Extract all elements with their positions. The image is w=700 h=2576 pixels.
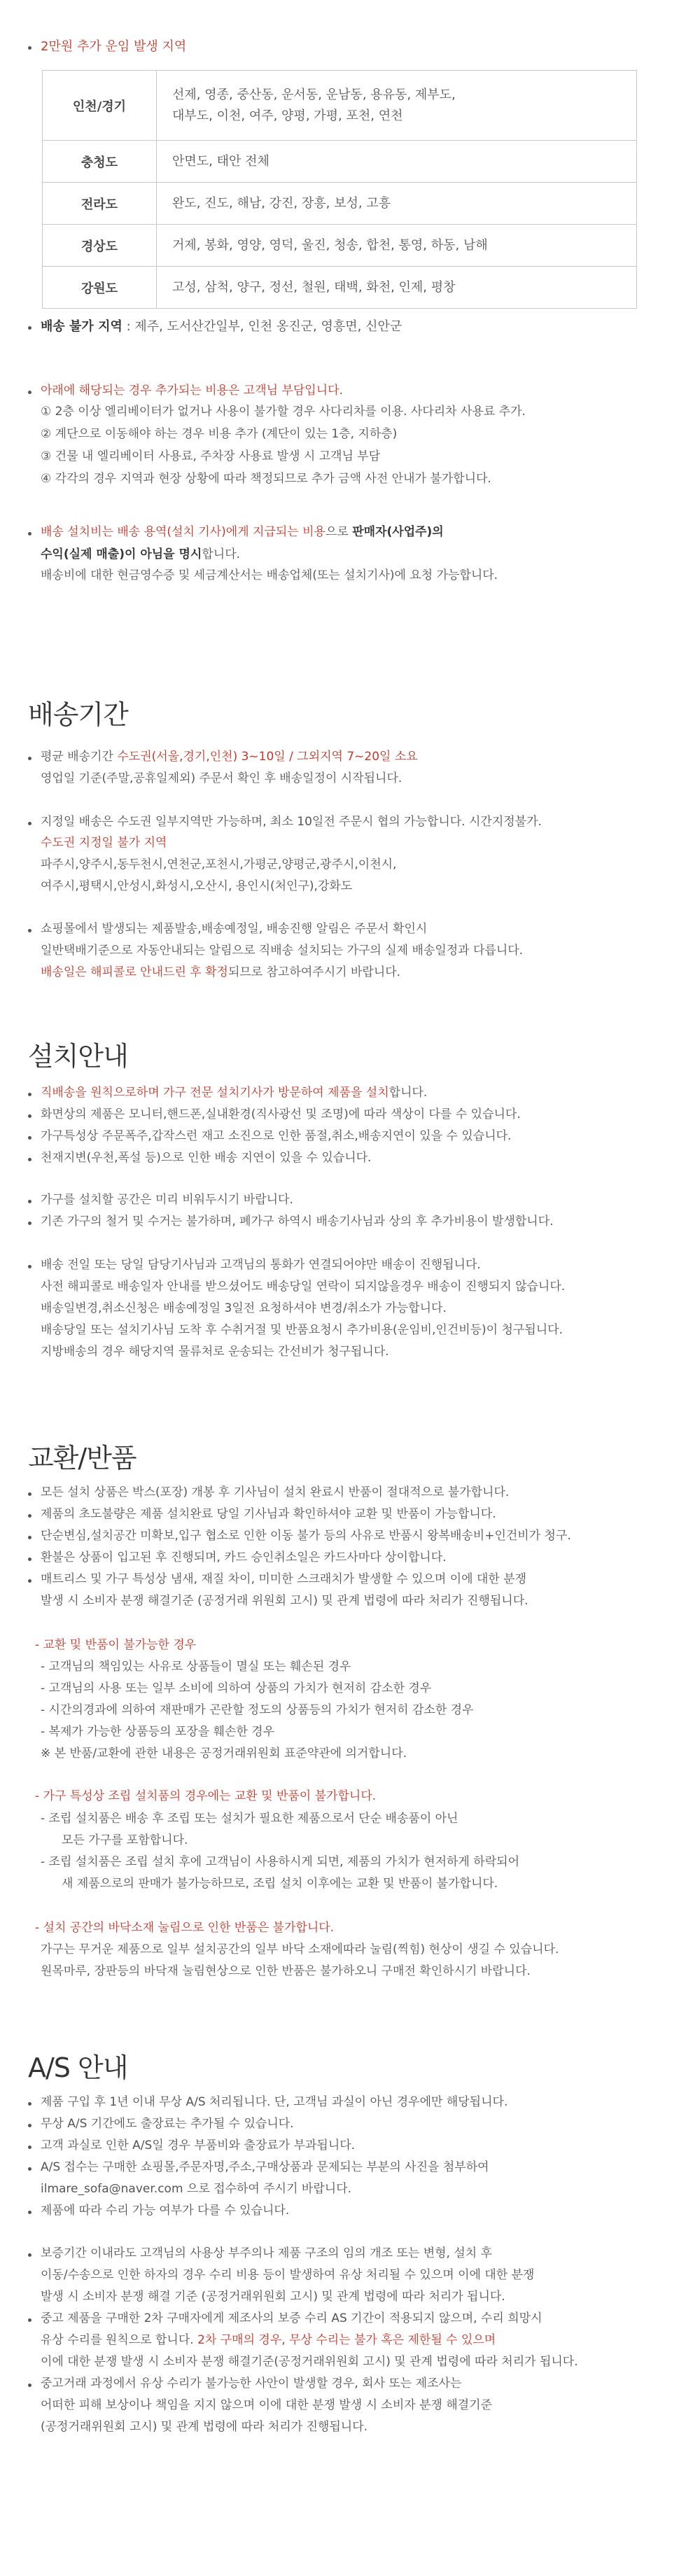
install-p3-line: 지방배송의 경우 해당지역 물류처로 운송되는 간선비가 청구됩니다. (41, 1345, 389, 1359)
bullet-dot (28, 1514, 31, 1518)
region-areas (157, 225, 637, 267)
bullet-dot (28, 2124, 31, 2127)
bullet-dot (28, 2318, 31, 2322)
bullet-dot (28, 1222, 31, 1225)
bullet-dot (28, 326, 31, 330)
install-fee-line2 (41, 549, 240, 561)
delivery-p3-line2: 일반택배기준으로 자동안내되는 알림으로 직배송 설치되는 가구의 실제 배송일정과 다릅니다. (41, 944, 524, 958)
unavailable-label: 배송 불가 지역 (41, 319, 122, 334)
bullet-dot (28, 1200, 31, 1203)
delivery-p2-line1: 지정일 배송은 수도권 일부지역만 가능하며, 최소 10일전 주문시 협의 가능합니다. 시간지정불가. (41, 815, 542, 829)
delivery-unavailable (41, 321, 402, 333)
customer-cost-item: ② 계단으로 이동해야 하는 경우 비용 추가 (계단이 있는 1층, 지하층) (41, 427, 398, 441)
exchange-floor-title: - 설치 공간의 바닥소재 눌림으로 인한 반품은 불가합니다. (35, 1921, 335, 1935)
delivery-p3-red: 배송일은 해피콜로 안내드린 후 확정 (41, 965, 228, 979)
install-p3-line: 배송일변경,취소신청은 배송예정일 3일전 요청하셔야 변경/취소가 가능합니다. (41, 1301, 447, 1315)
as-item7-red: 2차 구매의 경우, 무상 수리는 불가 혹은 제한될 수 있으며 (197, 2333, 496, 2347)
exchange-assembly-title: - 가구 특성상 조립 설치품의 경우에는 교환 및 반품이 불가합니다. (35, 1789, 377, 1803)
region-areas (157, 71, 637, 141)
exchange-no-item: - 고객님의 책임있는 사유로 상품들이 멸실 또는 훼손된 경우 (41, 1660, 351, 1674)
delivery-p1-line2: 영업일 기준(주말,공휴일제외) 주문서 확인 후 배송일정이 시작됩니다. (41, 771, 402, 785)
exchange-no-item: - 고객님의 사용 또는 일부 소비에 의하여 상품의 가치가 현저히 감소한 경우 (41, 1681, 432, 1695)
install-p3-line: 배송 전일 또는 당일 담당기사님과 고객님의 통화가 연결되어야만 배송이 진행됩니다. (41, 1258, 481, 1272)
delivery-p3-tail: 되므로 참고하여주시기 바랍니다. (227, 965, 401, 979)
install-item: 기존 가구의 철거 및 수거는 불가하며, 폐가구 하역시 배송기사님과 상의 후 추가비용이 발생합니다. (41, 1214, 554, 1228)
region-name: 전라도 (43, 183, 157, 225)
exchange-item: 제품의 초도불량은 제품 설치완료 당일 기사님과 확인하셔야 교환 및 반품이 가능합니다. (41, 1507, 496, 1521)
install-p3-line: 사전 해피콜로 배송일자 안내를 받으셨어도 배송당일 연락이 되지않을경우 배송이 진행되지 않습니다. (41, 1280, 566, 1294)
customer-cost-item: ③ 건물 내 엘리베이터 사용료, 주차장 사용료 발생 시 고객님 부담 (41, 449, 381, 463)
table-row (43, 267, 637, 309)
bullet-dot (28, 2167, 31, 2171)
as-item: 무상 A/S 기간에도 출장료는 추가될 수 있습니다. (41, 2117, 294, 2131)
exchange-assembly-line: - 조립 설치품은 조립 설치 후에 고객님이 사용하시게 되면, 제품의 가치가 현저하게 하락되어 (41, 1855, 519, 1869)
exchange-item: 모든 설치 상품은 박스(포장) 개봉 후 기사님이 설치 완료시 반품이 절대적으로 불가합니다. (41, 1485, 510, 1499)
bullet-dot (28, 822, 31, 825)
region-areas-line: 고성, 삼척, 양구, 정선, 철원, 태백, 화천, 인제, 평창 (172, 279, 456, 295)
delivery-p2-line4: 여주시,평택시,안성시,화성시,오산시, 용인시(처인구),강화도 (41, 879, 353, 893)
region-name: 충청도 (43, 141, 157, 183)
unavailable-text: : 제주, 도서산간일부, 인천 옹진군, 영흥면, 신안군 (122, 319, 402, 334)
exchange-item-cont: 발생 시 소비자 분쟁 해결기준 (공정거래 위원회 고시) 및 관계 법령에 따라 처리가 진행됩니다. (41, 1594, 528, 1608)
exchange-note: ※ 본 반품/교환에 관한 내용은 공정거래위원회 표준약관에 의거합니다. (41, 1746, 407, 1760)
bullet-dot (28, 532, 31, 536)
install-heading: 설치안내 (28, 1041, 128, 1072)
exchange-floor-line: 가구는 무거운 제품으로 일부 설치공간의 일부 바닥 소재에따라 눌림(찍힘) 현상이 생길 수 있습니다. (41, 1942, 559, 1956)
as-item8-line: 어떠한 피해 보상이나 책임을 지지 않으며 이에 대한 분쟁 발생 시 소비자 분쟁 해결기준 (41, 2398, 493, 2412)
as-item6-line: 발생 시 소비자 분쟁 해결 기준 (공정거래위원회 고시) 및 관계 법령에 따라 처리가 됩니다. (41, 2290, 505, 2304)
install-item: 가구를 설치할 공간은 미리 비워두시기 바랍니다. (41, 1193, 293, 1207)
delivery-p3-line1: 쇼핑몰에서 발생되는 제품발송,배송예정일, 배송진행 알림은 주문서 확인시 (41, 922, 428, 936)
as-item8-line: (공정거래위원회 고시) 및 관계 법령에 따라 처리가 진행됩니다. (41, 2420, 368, 2434)
install-p3-line: 배송당일 또는 설치기사님 도착 후 수취거절 및 반품요청시 추가비용(운임비,인건비등)이 청구됩니다. (41, 1323, 564, 1337)
region-areas (157, 267, 637, 309)
bullet-dot (28, 46, 31, 50)
bullet-dot (28, 1579, 31, 1583)
region-areas-line: 선제, 영종, 중산동, 운서동, 운남동, 용유동, 제부도, (172, 87, 456, 102)
region-areas-line: 대부도, 이천, 여주, 양평, 가평, 포천, 연천 (172, 108, 403, 123)
table-row (43, 71, 637, 141)
region-areas (157, 183, 637, 225)
bullet-dot (28, 2102, 31, 2106)
install-item: 가구특성상 주문폭주,갑작스런 재고 소진으로 인한 품절,취소,배송지연이 있을 수 있습니다. (41, 1129, 512, 1143)
customer-cost-title: 아래에 해당되는 경우 추가되는 비용은 고객님 부담입니다. (41, 384, 343, 398)
exchange-no-item: - 시간의경과에 의하여 재판매가 곤란할 정도의 상품등의 가치가 현저히 감소한 경우 (41, 1703, 474, 1717)
region-areas-line: 완도, 진도, 해남, 강진, 장흥, 보성, 고흥 (172, 195, 391, 211)
bullet-dot (28, 1158, 31, 1161)
as-item7-line2 (41, 2334, 496, 2346)
as-item6-line: 이동/수송으로 인한 하자의 경우 수리 비용 등이 발생하여 유상 처리될 수 있으며 이에 대한 분쟁 (41, 2268, 535, 2282)
bullet-dot (28, 2384, 31, 2387)
table-row (43, 225, 637, 267)
customer-cost-item: ④ 각각의 경우 지역과 현장 상황에 따라 책정되므로 추가 금액 사전 안내가 불가합니다. (41, 472, 491, 486)
delivery-p2-line3: 파주시,양주시,동두천시,연천군,포천시,가평군,양평군,광주시,이천시, (41, 858, 397, 872)
extra-fee-table (42, 70, 637, 309)
exchange-item: 단순변심,설치공간 미확보,입구 협소로 인한 이동 불가 등의 사유로 반품시 왕복배송비+인건비가 청구. (41, 1529, 571, 1543)
delivery-p1-line1 (41, 751, 418, 763)
region-name: 인천/경기 (43, 71, 157, 141)
table-row (43, 141, 637, 183)
bullet-dot (28, 1492, 31, 1496)
install-fee-tail: 합니다. (202, 547, 241, 561)
as-item: 제품 구입 후 1년 이내 무상 A/S 처리됩니다. 단, 고객님 과실이 아닌 경우에만 해당됩니다. (41, 2095, 508, 2109)
exchange-floor-line: 원목마루, 장판등의 바닥재 눌림현상으로 인한 반품은 불가하오니 구매전 확인하시기 바랍니다. (41, 1964, 531, 1978)
bullet-dot (28, 2253, 31, 2257)
install-item: 천재지변(우천,폭설 등)으로 인한 배송 지연이 있을 수 있습니다. (41, 1151, 372, 1165)
delivery-p2-red: 수도권 지정일 불가 지역 (41, 836, 167, 850)
as-item7-pre: 유상 수리를 원칙으로 합니다. (41, 2333, 198, 2347)
bullet-dot (28, 1558, 31, 1561)
delivery-p1-prefix: 평균 배송기간 (41, 750, 118, 764)
install-red-tail: 합니다. (388, 1086, 428, 1100)
customer-cost-item: ① 2층 이상 엘리베이터가 없거나 사용이 불가할 경우 사다리차를 이용. 사다리차 사용료 추가. (41, 405, 526, 419)
as-email-line: ilmare_sofa@naver.com 으로 접수하여 주시기 바랍니다. (41, 2182, 352, 2196)
as-item7-line3: 이에 대한 분쟁 발생 시 소비자 분쟁 해결기준(공정거래위원회 고시) 및 관계 법령에 따라 처리가 됩니다. (41, 2355, 578, 2369)
region-name: 경상도 (43, 225, 157, 267)
install-red-line (41, 1087, 427, 1099)
exchange-item: 매트리스 및 가구 특성상 냄새, 재질 차이, 미미한 스크래치가 발생할 수 있으며 이에 대한 분쟁 (41, 1572, 527, 1586)
as-item: 제품에 따라 수리 가능 여부가 다를 수 있습니다. (41, 2204, 290, 2218)
exchange-no-title: - 교환 및 반품이 불가능한 경우 (35, 1638, 197, 1652)
as-item6-line: 보증기간 이내라도 고객님의 사용상 부주의나 제품 구조의 임의 개조 또는 변형, 설치 후 (41, 2246, 493, 2260)
install-item: 화면상의 제품은 모니터,핸드폰,실내환경(직사광선 및 조명)에 따라 색상이 다를 수 있습니다. (41, 1107, 521, 1121)
install-fee-line1 (41, 526, 444, 538)
delivery-p1-red: 수도권(서울,경기,인천) 3~10일 / 그외지역 7~20일 소요 (117, 750, 418, 764)
as-heading: A/S 안내 (28, 2052, 128, 2083)
as-item8-line: 중고거래 과정에서 유상 수리가 불가능한 사안이 발생할 경우, 회사 또는 제조사는 (41, 2376, 462, 2390)
region-name: 강원도 (43, 267, 157, 309)
as-item: 고객 과실로 인한 A/S일 경우 부품비와 출장료가 부과됩니다. (41, 2138, 356, 2152)
delivery-heading: 배송기간 (28, 699, 128, 730)
exchange-no-item: - 복제가 가능한 상품등의 포장을 훼손한 경우 (41, 1725, 275, 1739)
table-row (43, 183, 637, 225)
delivery-p3-line3 (41, 967, 400, 979)
bullet-dot (28, 1114, 31, 1118)
install-fee-line3: 배송비에 대한 현금영수증 및 세금계산서는 배송업체(또는 설치기사)에 요청 가능합니다. (41, 568, 498, 582)
bullet-dot (28, 1093, 31, 1096)
bullet-dot (28, 391, 31, 394)
exchange-item: 환불은 상품이 입고된 후 진행되며, 카드 승인취소일은 카드사마다 상이합니다. (41, 1550, 447, 1564)
exchange-assembly-line: 모든 가구를 포함합니다. (62, 1833, 188, 1847)
as-item7-line1: 중고 제품을 구매한 2차 구매자에게 제조사의 보증 수리 AS 기간이 적용되지 않으며, 수리 희망시 (41, 2311, 542, 2325)
region-areas-line: 거제, 봉화, 영양, 영덕, 울진, 청송, 합천, 통영, 하동, 남해 (172, 237, 488, 253)
bullet-dot (28, 1536, 31, 1539)
bullet-dot (28, 1136, 31, 1140)
exchange-heading: 교환/반품 (28, 1443, 136, 1474)
install-fee-mid: 으로 (325, 525, 353, 539)
install-fee-bold1: 판매자(사업주)의 (352, 525, 444, 539)
exchange-assembly-line: 새 제품으로의 판매가 불가능하므로, 조립 설치 이후에는 교환 및 반품이 불가합니다. (62, 1877, 498, 1891)
install-fee-red: 배송 설치비는 배송 용역(설치 기사)에게 지급되는 비용 (41, 525, 326, 539)
bullet-dot (28, 1265, 31, 1268)
install-fee-bold2: 수익(실제 매출)이 아님을 명시 (41, 547, 202, 561)
region-areas-line: 안면도, 태안 전체 (172, 153, 270, 169)
bullet-dot (28, 929, 31, 932)
exchange-assembly-line: - 조립 설치품은 배송 후 조립 또는 설치가 필요한 제품으로서 단순 배송품이 아닌 (41, 1812, 458, 1826)
as-item: A/S 접수는 구매한 쇼핑몰,주문자명,주소,구매상품과 문제되는 부분의 사진을 첨부하여 (41, 2160, 489, 2174)
bullet-dot (28, 2211, 31, 2214)
bullet-dot (28, 757, 31, 760)
bullet-dot (28, 2146, 31, 2149)
extra-fee-title: 2만원 추가 운임 발생 지역 (41, 39, 187, 54)
install-red: 직배송을 원칙으로하며 가구 전문 설치기사가 방문하여 제품을 설치 (41, 1086, 389, 1100)
region-areas (157, 141, 637, 183)
